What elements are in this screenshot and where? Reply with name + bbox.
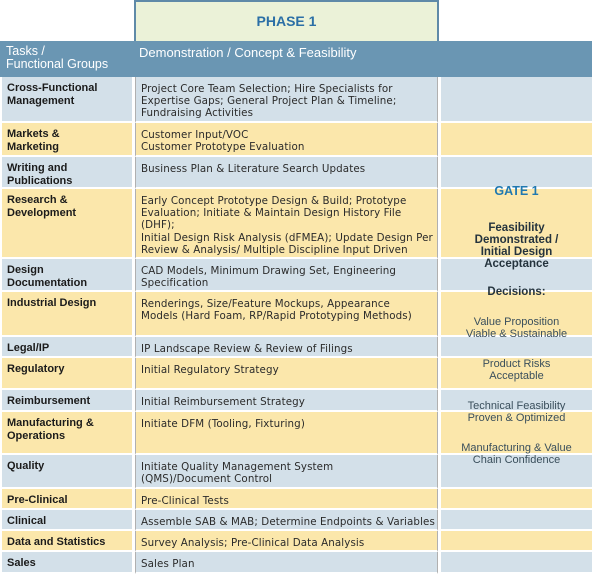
task-cell <box>2 358 132 390</box>
demonstration-column-header: Demonstration / Concept & Feasibility <box>139 45 357 60</box>
activity-description: Renderings, Size/Feature Mockups, Appearance Models (Hard Foam, RP/Rapid Prototyping Methods) <box>141 298 412 323</box>
description-cell <box>135 157 438 189</box>
task-label: Design Documentation <box>7 264 88 289</box>
gate-cell <box>441 77 592 123</box>
description-cell <box>135 189 438 259</box>
description-cell <box>135 292 438 337</box>
task-label: Sales <box>7 557 36 569</box>
gate-cell <box>441 123 592 157</box>
activity-description: CAD Models, Minimum Drawing Set, Engineering Specification <box>141 265 396 290</box>
description-cell <box>135 259 438 292</box>
activity-description: Business Plan & Literature Search Updates <box>141 163 366 175</box>
gate-cell <box>441 489 592 510</box>
description-cell <box>135 390 438 412</box>
activity-description: Sales Plan <box>141 558 195 570</box>
activity-description: Assemble SAB & MAB; Determine Endpoints & Variables <box>141 516 435 528</box>
task-label: Manufacturing & Operations <box>7 417 94 442</box>
gate-decision-item: Product Risks Acceptable <box>482 358 551 382</box>
table-row <box>0 510 592 531</box>
gate-decisions-label: Decisions: <box>487 286 546 298</box>
description-cell <box>135 510 438 531</box>
activity-description: Pre-Clinical Tests <box>141 495 229 507</box>
table-row <box>0 552 592 574</box>
description-cell <box>135 77 438 123</box>
table-row <box>0 531 592 552</box>
gate-subtitle: Feasibility Demonstrated / Initial Design Acceptance <box>474 222 559 270</box>
task-label: Pre-Clinical <box>7 494 68 506</box>
task-cell <box>2 123 132 157</box>
task-cell <box>2 189 132 259</box>
activity-description: IP Landscape Review & Review of Filings <box>141 343 353 355</box>
task-cell <box>2 489 132 510</box>
activity-description: Initial Reimbursement Strategy <box>141 396 305 408</box>
gate-cell <box>441 510 592 531</box>
table-row <box>0 77 592 123</box>
activity-description: Initiate Quality Management System (QMS)/Document Control <box>141 461 334 486</box>
description-cell <box>135 552 438 574</box>
description-cell <box>135 455 438 489</box>
task-label: Data and Statistics <box>7 536 106 548</box>
task-cell <box>2 292 132 337</box>
gate-cell <box>441 531 592 552</box>
task-label: Research & Development <box>7 194 77 219</box>
phase-title: PHASE 1 <box>256 13 317 29</box>
phase-header <box>134 0 439 41</box>
activity-description: Initial Regulatory Strategy <box>141 364 279 376</box>
activity-description: Survey Analysis; Pre-Clinical Data Analysis <box>141 537 365 549</box>
gate-cell <box>441 337 592 358</box>
task-cell <box>2 510 132 531</box>
task-cell <box>2 412 132 455</box>
description-cell <box>135 531 438 552</box>
table-row <box>0 337 592 358</box>
description-cell <box>135 412 438 455</box>
description-cell <box>135 358 438 390</box>
gate-cell <box>441 552 592 574</box>
gate-decision-item: Manufacturing & Value Chain Confidence <box>461 442 572 466</box>
description-cell <box>135 489 438 510</box>
gate-title: GATE 1 <box>494 184 539 198</box>
task-label: Writing and Publications <box>7 162 73 187</box>
task-label: Quality <box>7 460 45 472</box>
description-cell <box>135 337 438 358</box>
activity-description: Project Core Team Selection; Hire Specialists for Expertise Gaps; General Project Plan & Timeline; Fundraising Activities <box>141 83 397 120</box>
table-row <box>0 123 592 157</box>
task-cell <box>2 157 132 189</box>
task-cell <box>2 77 132 123</box>
table-row <box>0 489 592 510</box>
task-label: Markets & Marketing <box>7 128 60 153</box>
tasks-column-header: Tasks / Functional Groups <box>6 44 109 71</box>
task-label: Regulatory <box>7 363 65 375</box>
task-label: Legal/IP <box>7 342 50 354</box>
task-cell <box>2 455 132 489</box>
description-cell <box>135 123 438 157</box>
task-label: Industrial Design <box>7 297 97 309</box>
task-label: Clinical <box>7 515 47 527</box>
gate-decision-item: Technical Feasibility Proven & Optimized <box>467 400 566 424</box>
activity-description: Customer Input/VOC Customer Prototype Evaluation <box>141 129 305 154</box>
task-cell <box>2 552 132 574</box>
activity-description: Early Concept Prototype Design & Build; Prototype Evaluation; Initiate & Maintain Design History File (DHF); Initial Design Risk Analysis (dFMEA); Update Design Per Review & Analysis/ Multiple Discipline Input Driven <box>141 195 433 256</box>
task-label: Reimbursement <box>7 395 91 407</box>
activity-description: Initiate DFM (Tooling, Fixturing) <box>141 418 305 430</box>
task-cell <box>2 390 132 412</box>
table-header <box>0 41 592 77</box>
gate-decision-item: Value Proposition Viable & Sustainable <box>465 316 568 340</box>
task-cell <box>2 531 132 552</box>
task-label: Cross-Functional Management <box>7 82 98 107</box>
task-cell <box>2 337 132 358</box>
task-cell <box>2 259 132 292</box>
